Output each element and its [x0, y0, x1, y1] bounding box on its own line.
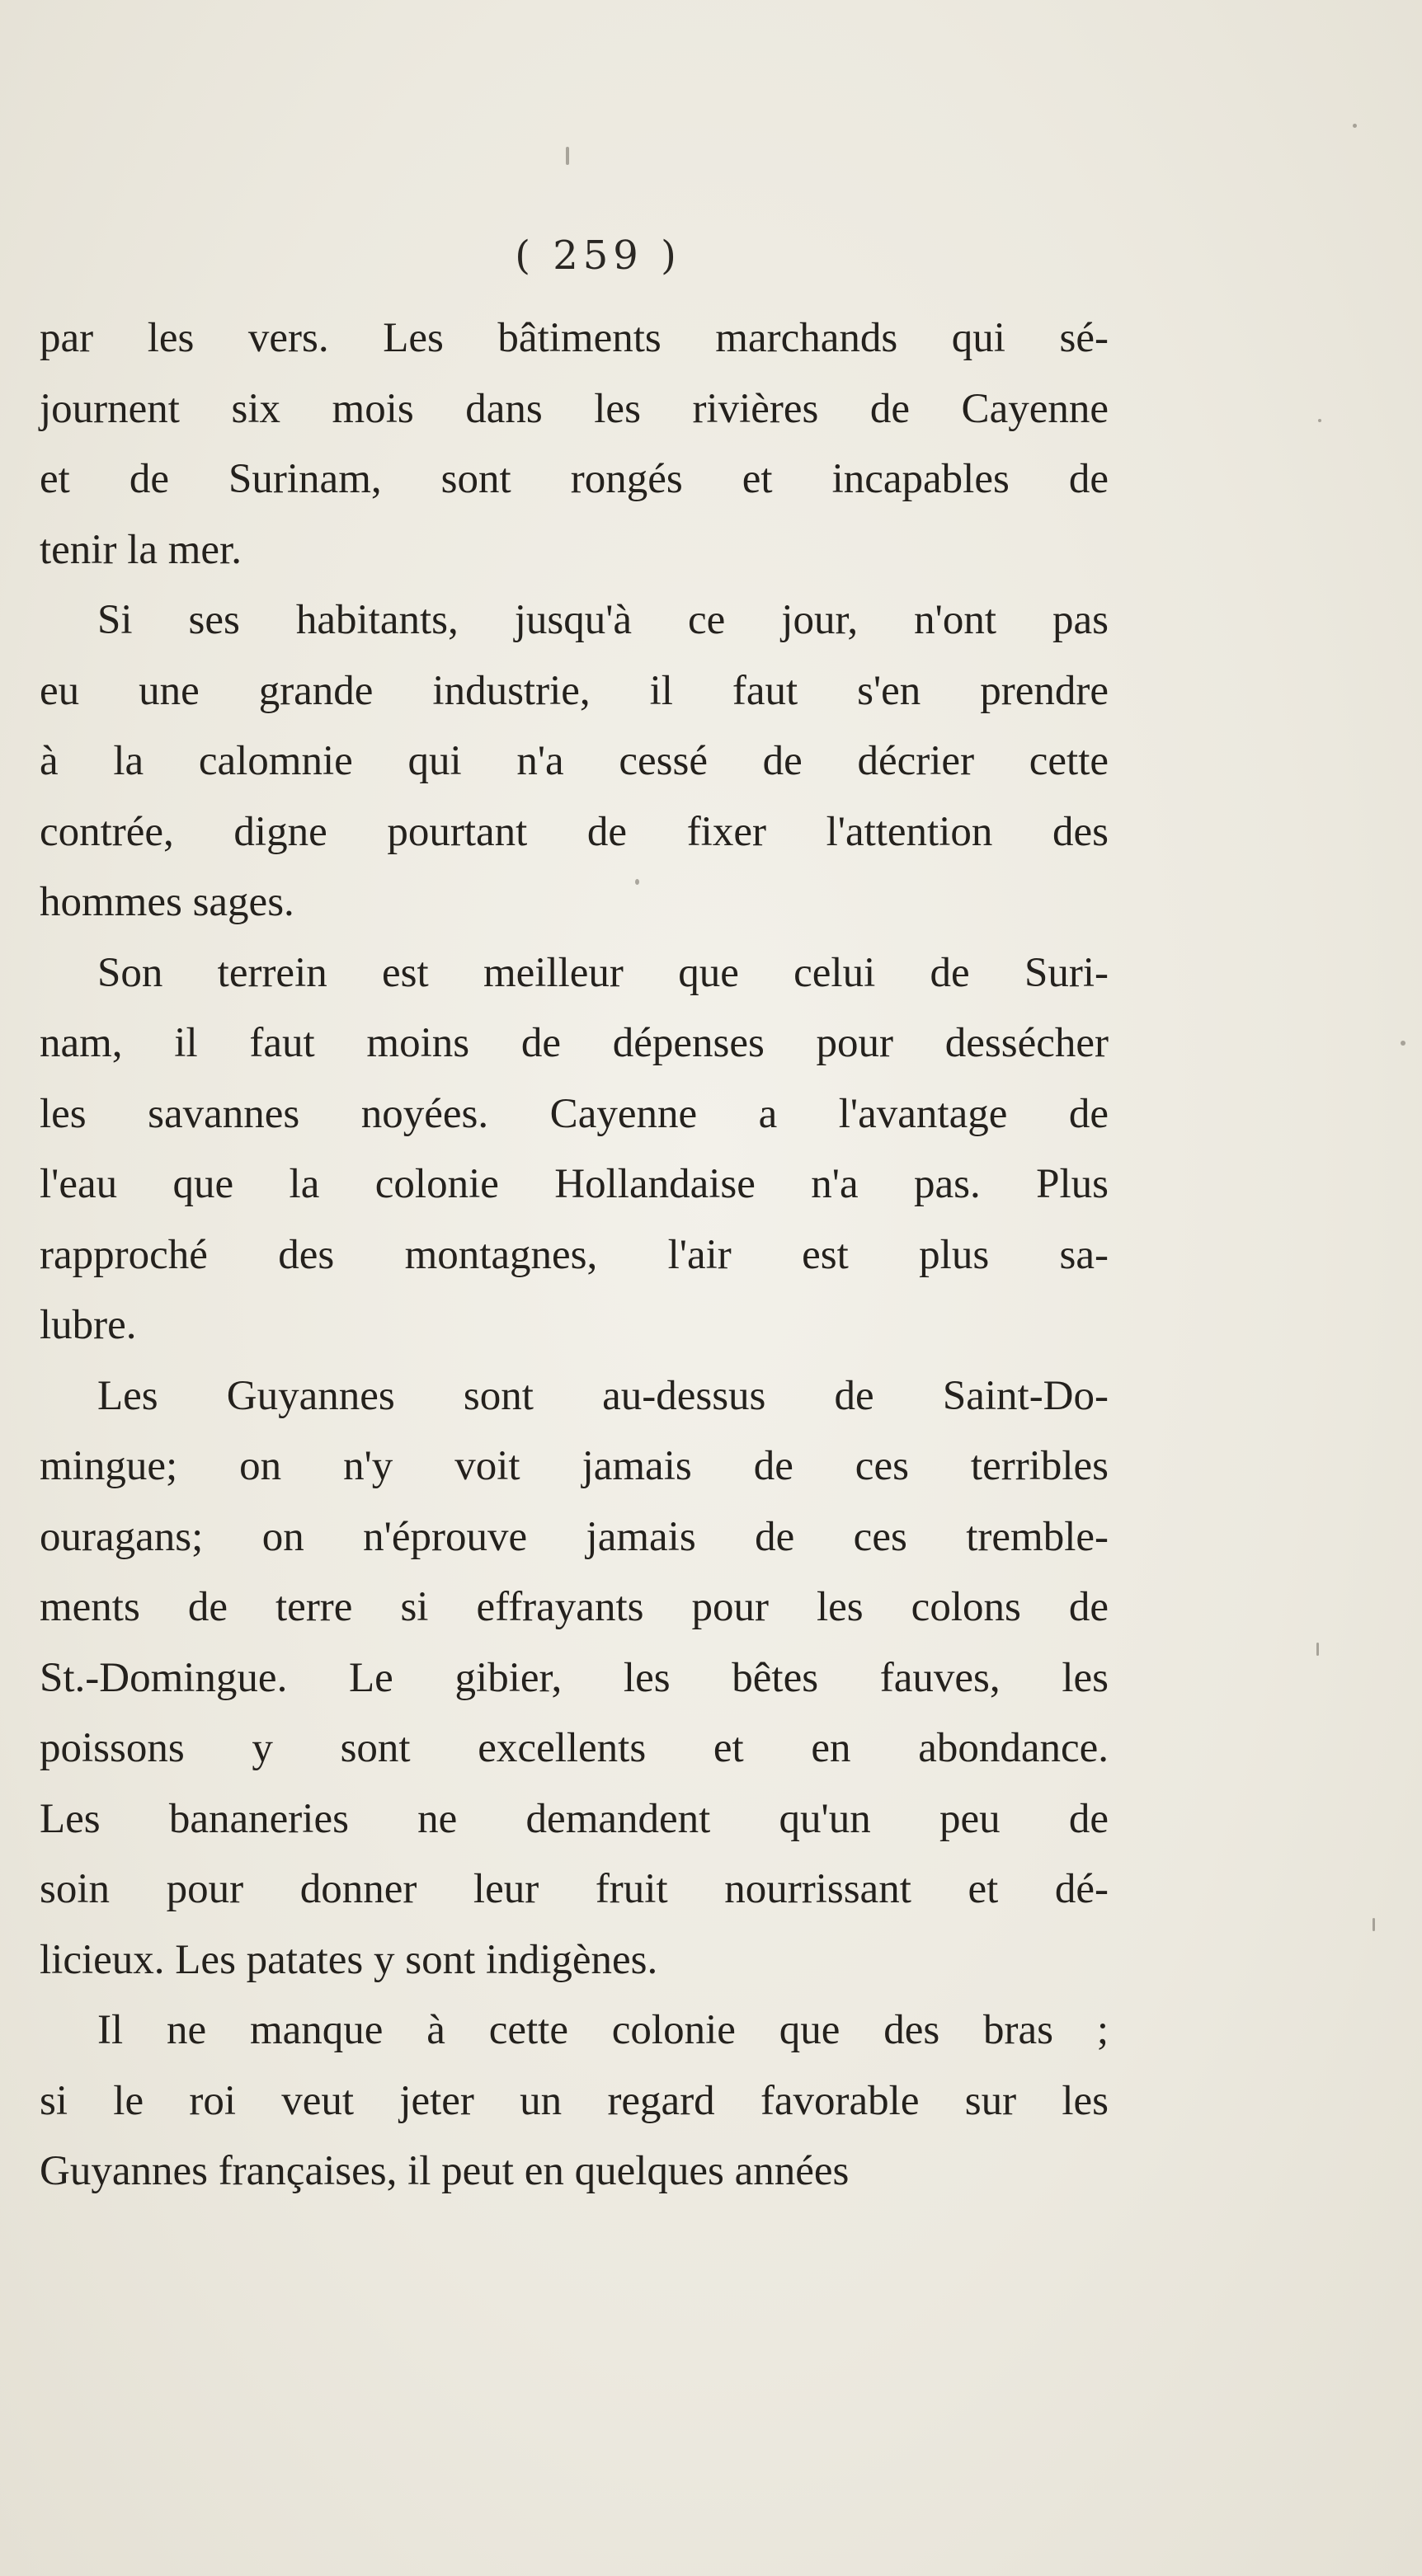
paper-speck	[1353, 124, 1357, 128]
text-line: à la calomnie qui n'a cessé de décrier cette	[40, 738, 1109, 784]
text-line: St.-Domingue. Le gibier, les bêtes fauves, les	[40, 1654, 1109, 1701]
text-line: lubre.	[40, 1302, 137, 1348]
paragraph	[40, 303, 1109, 585]
text-line: poissons y sont excellents et en abondance.	[40, 1725, 1109, 1771]
text-line: Guyannes françaises, il peut en quelques années	[40, 2148, 850, 2194]
text-line: soin pour donner leur fruit nourrissant et dé-	[40, 1866, 1109, 1912]
text-line: Si ses habitants, jusqu'à ce jour, n'ont pas	[97, 597, 1109, 643]
text-line: mingue; on n'y voit jamais de ces terribles	[40, 1443, 1109, 1489]
paragraph	[40, 938, 1109, 1361]
paragraph	[40, 1995, 1109, 2207]
text-line: Les Guyannes sont au-dessus de Saint-Do-	[97, 1372, 1109, 1419]
text-line: et de Surinam, sont rongés et incapables de	[40, 456, 1109, 502]
text-line: les savannes noyées. Cayenne a l'avantage de	[40, 1090, 1109, 1137]
text-line: Les bananeries ne demandent qu'un peu de	[40, 1795, 1109, 1842]
paper-speck	[566, 147, 569, 165]
text-line: licieux. Les patates y sont indigènes.	[40, 1936, 658, 1983]
text-line: tenir la mer.	[40, 526, 242, 573]
text-line: si le roi veut jeter un regard favorable sur les	[40, 2077, 1109, 2124]
page-number: ( 259 )	[515, 233, 681, 279]
paper-speck	[1316, 1643, 1319, 1656]
paragraph	[40, 585, 1109, 938]
text-line: eu une grande industrie, il faut s'en prendre	[40, 667, 1109, 714]
text-line: nam, il faut moins de dépenses pour dessécher	[40, 1020, 1109, 1066]
paper-speck	[1373, 1918, 1375, 1931]
text-line: ments de terre si effrayants pour les colons de	[40, 1584, 1109, 1630]
paper-speck	[1401, 1041, 1406, 1046]
text-line: rapproché des montagnes, l'air est plus sa-	[40, 1231, 1109, 1278]
paper-speck	[1318, 419, 1321, 422]
text-line: contrée, digne pourtant de fixer l'attention des	[40, 808, 1109, 855]
text-line: hommes sages.	[40, 879, 294, 925]
text-line: Il ne manque à cette colonie que des bras ;	[97, 2007, 1109, 2053]
text-line: l'eau que la colonie Hollandaise n'a pas. Plus	[40, 1161, 1109, 1207]
text-line: par les vers. Les bâtiments marchands qui sé-	[40, 315, 1109, 361]
text-line: Son terrein est meilleur que celui de Suri-	[97, 949, 1109, 996]
text-line: journent six mois dans les rivières de Cayenne	[40, 385, 1109, 432]
paragraph	[40, 1361, 1109, 1996]
body-text	[40, 303, 1109, 2207]
text-line: ouragans; on n'éprouve jamais de ces tremble-	[40, 1513, 1109, 1560]
